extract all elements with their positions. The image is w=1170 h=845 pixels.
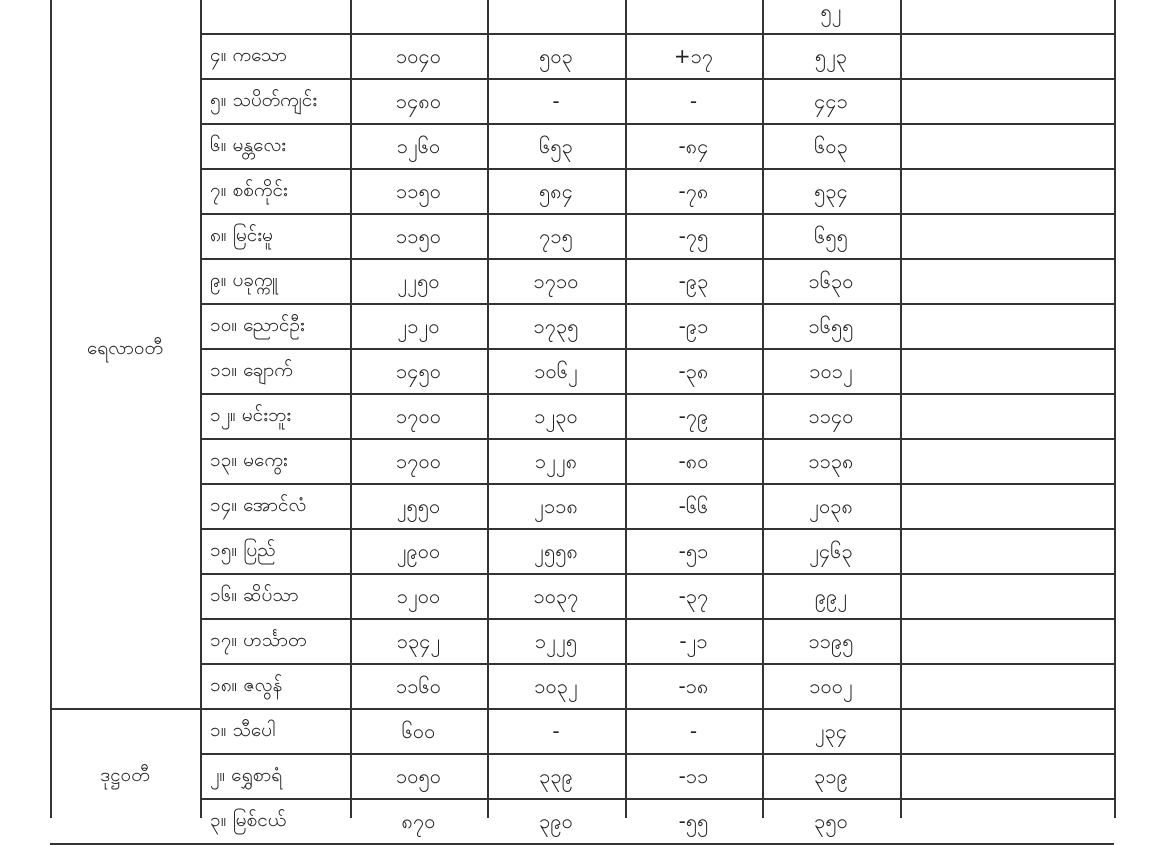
station-name: ၉။ ပခုက္ကူ	[210, 269, 279, 291]
value-cell-c3: -၈၀	[678, 448, 709, 473]
station-name: ၁၆။ ဆိပ်သာ	[210, 584, 299, 606]
value-cell-c2: -	[552, 88, 560, 113]
station-name: ၁၂။ မင်းဘူး	[210, 404, 292, 426]
value-cell-c2: ၂၁၁၈	[534, 493, 578, 518]
station-name: ၁၇။ ဟင်္သာတ	[210, 629, 307, 651]
value-cell-c1: ၁၁၅၀	[396, 223, 441, 248]
value-cell-c3	[625, 0, 762, 33]
value-cell-c4: ၅၂၃	[814, 43, 848, 68]
value-cell-c2: ၅၀၃	[539, 43, 573, 68]
value-cell-c4: ၁၁၃၈	[808, 448, 854, 473]
value-cell-c3: -၅၁	[678, 538, 709, 563]
value-cell-c2: ၁၀၃၂	[534, 673, 578, 698]
value-cell-c2: ၁၀၃၇	[533, 583, 579, 608]
station-name: ၈။ မြင်းမူ	[210, 224, 273, 246]
value-cell-c3: -၇၉	[678, 403, 709, 428]
value-cell-c3: -၇၅	[678, 223, 709, 248]
value-cell-c2: ၃၃၉	[539, 763, 573, 788]
value-cell-c2: ၆၅၃	[539, 133, 573, 158]
value-cell-c1: ၁၃၄၂	[396, 628, 441, 653]
value-cell-c4: ၆၀၃	[814, 133, 848, 158]
station-name: ၅။ သပိတ်ကျင်း	[210, 89, 318, 111]
station-name: ၁၅။ ပြည်	[210, 539, 276, 561]
value-cell-c2: ၂၅၅၈	[534, 538, 578, 563]
value-cell-c4: ၄၄၁	[814, 88, 848, 113]
value-cell-c2: ၁၇၁၀	[533, 268, 579, 293]
value-cell-c3: -၇၈	[678, 178, 709, 203]
station-name: ၁။ သီပေါ	[210, 719, 276, 741]
value-cell-c4: ၂၀၃၈	[809, 493, 853, 518]
water-level-table	[50, 0, 1116, 833]
value-cell-c3: -	[689, 718, 698, 743]
region-label: ဒုဋ္ဌဝတီ	[100, 764, 150, 786]
value-cell-c3: -	[689, 88, 698, 113]
station-name: ၁၃။ မကွေး	[210, 449, 288, 471]
value-cell-c4: ၃၅၀	[814, 808, 848, 833]
value-cell-c4: ၃၁၉	[814, 763, 848, 788]
value-cell-c4: ၆၅၅	[814, 223, 848, 248]
table-border-right	[1114, 0, 1116, 818]
station-name: ၃။ မြစ်ငယ်	[210, 809, 287, 831]
value-cell-c1: ၁၄၅၀	[396, 358, 441, 383]
value-cell-c1: ၁၇၀၀	[396, 448, 441, 473]
station-name: ၂။ ရွှေစာရံ	[210, 764, 283, 786]
value-cell-c1: ၂၁၂၀	[397, 313, 440, 338]
value-cell-c1: ၆၀၀	[401, 718, 436, 743]
value-cell-c3: -၃၇	[678, 583, 709, 608]
value-cell-c3: -၁၁	[678, 763, 709, 788]
value-cell-c2: ၁၂၂၅	[534, 628, 578, 653]
region-label: ရေလာဝတီ	[86, 336, 164, 359]
value-cell-c4: ၅၂	[820, 0, 842, 23]
value-cell-c2	[487, 0, 625, 33]
value-cell-c2: ၁၂၃၀	[534, 403, 578, 428]
value-cell-c1: ၁၂၀၀	[396, 583, 441, 608]
value-cell-c1: ၁၂၆၀	[396, 133, 441, 158]
value-cell-c4: ၁၆၃၀	[808, 268, 854, 293]
station-name: ၁၄။ အောင်လံ	[210, 494, 307, 516]
value-cell-c3: -၃၈	[678, 358, 709, 383]
value-cell-c2: -	[552, 718, 560, 743]
value-cell-c3: -၆၆	[678, 493, 709, 518]
value-cell-c3: -၈၄	[678, 133, 709, 158]
value-cell-c3: -၂၁	[679, 628, 708, 653]
station-name: ၁၀။ ညောင်ဦး	[210, 314, 305, 336]
station-name: ၁၁။ ချောက်	[210, 359, 293, 381]
value-cell-c3: -၅၅	[678, 808, 709, 833]
value-cell-c1: ၁၁၆၀	[396, 673, 441, 698]
value-cell-c2: ၇၁၅	[539, 223, 573, 248]
station-name: ၁၈။ ဇလွန်	[210, 674, 283, 696]
station-name	[200, 0, 360, 33]
value-cell-c3: -၉၁	[678, 313, 709, 338]
value-cell-c4: ၂၃၄	[814, 718, 848, 743]
value-cell-c4: ၁၆၅၅	[808, 313, 854, 338]
value-cell-c1: ၂၅၅၀	[396, 493, 441, 518]
station-name: ၄။ ကသော	[210, 44, 287, 66]
value-cell-c1: ၁၇၀၀	[396, 403, 441, 428]
value-cell-c2: ၁၀၆၂	[534, 358, 578, 383]
value-cell-c2: ၅၈၄	[539, 178, 573, 203]
value-cell-c4: ၁၀၁၂	[809, 358, 853, 383]
station-name: ၇။ စစ်ကိုင်း	[210, 179, 288, 201]
value-cell-c1: ၁၀၄၀	[396, 43, 441, 68]
value-cell-c1: ၈၇၀	[401, 808, 436, 833]
value-cell-c2: ၁၇၃၅	[533, 313, 579, 338]
value-cell-c3: +၁၇	[673, 43, 714, 68]
value-cell-c1: ၂၉၀၀	[396, 538, 441, 563]
value-cell-c4: ၁၀၀၂	[809, 673, 853, 698]
value-cell-c2: ၁၂၂၈	[534, 448, 578, 473]
value-cell-c4: ၁၁၄၀	[808, 403, 854, 428]
value-cell-c3: -၉၃	[678, 268, 709, 293]
value-cell-c1: ၁၄၈၀	[395, 88, 442, 113]
value-cell-c4: ၁၁၉၅	[808, 628, 854, 653]
value-cell-c1: ၂၂၅၀	[397, 268, 440, 293]
value-cell-c2: ၃၉၀	[539, 808, 573, 833]
station-name: ၆။ မန္တလေး	[210, 134, 287, 156]
value-cell-c1	[350, 0, 487, 33]
value-cell-c4: ၂၄၆၃	[809, 538, 853, 563]
value-cell-c1: ၁၀၅၀	[396, 763, 441, 788]
value-cell-c4: ၉၉၂	[814, 583, 848, 608]
value-cell-c4: ၅၃၄	[814, 178, 848, 203]
value-cell-c3: -၁၈	[678, 673, 709, 698]
value-cell-c1: ၁၁၅၀	[396, 178, 441, 203]
